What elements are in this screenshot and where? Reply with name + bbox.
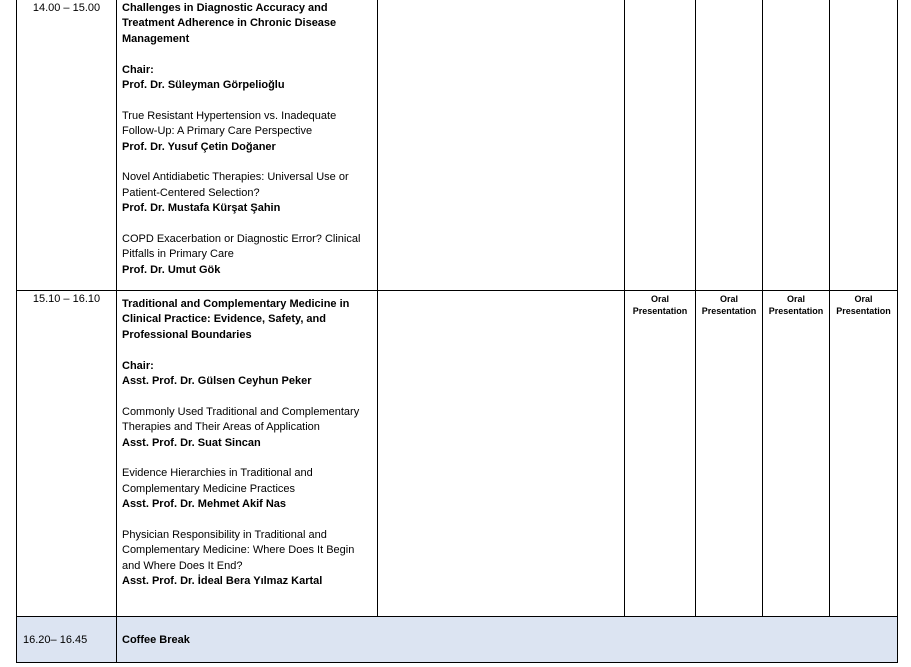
talk-speaker: Prof. Dr. Yusuf Çetin Doğaner: [122, 140, 276, 153]
talk-title: True Resistant Hypertension vs. Inadequate Follow-Up: A Primary Care Perspective: [122, 109, 337, 138]
oral-presentation-label: Oral Presentation: [701, 294, 757, 316]
chair-label: Chair:: [122, 63, 154, 76]
column-divider: [116, 0, 117, 663]
talk-title: Novel Antidiabetic Therapies: Universal Use or Patient-Centered Selection?: [122, 171, 349, 199]
talk-speaker: Asst. Prof. Dr. İdeal Bera Yılmaz Kartal: [122, 575, 323, 588]
talk-speaker: Prof. Dr. Mustafa Kürşat Şahin: [122, 202, 281, 215]
session-block: [122, 1, 372, 278]
chair-name: Asst. Prof. Dr. Gülsen Ceyhun Peker: [122, 375, 312, 388]
column-divider: [829, 0, 830, 617]
column-divider: [762, 0, 763, 617]
session-time: 15.10 – 16.10: [32, 293, 101, 305]
oral-presentation-label: Oral Presentation: [632, 294, 688, 316]
session-block: [122, 297, 372, 590]
chair-label: Chair:: [122, 359, 154, 372]
talk-speaker: Asst. Prof. Dr. Suat Sincan: [122, 436, 261, 449]
table-left-border: [16, 0, 17, 663]
talk-speaker: Asst. Prof. Dr. Mehmet Akif Nas: [122, 498, 287, 511]
talk-speaker: Prof. Dr. Umut Gök: [122, 263, 221, 276]
column-divider: [624, 0, 625, 617]
column-divider: [695, 0, 696, 617]
row-divider: [16, 290, 898, 291]
break-time: 16.20– 16.45: [23, 634, 88, 646]
session-title: Challenges in Diagnostic Accuracy and Treatment Adherence in Chronic Disease Management: [122, 2, 337, 45]
chair-name: Prof. Dr. Süleyman Görpelioğlu: [122, 79, 285, 92]
column-divider: [377, 0, 378, 617]
talk-title: Physician Responsibility in Traditional and Complementary Medicine: Where Does It Begin and Where Does It End?: [122, 529, 355, 572]
talk-title: COPD Exacerbation or Diagnostic Error? Clinical Pitfalls in Primary Care: [122, 233, 361, 261]
oral-presentation-label: Oral Presentation: [836, 294, 891, 316]
table-right-border: [897, 0, 898, 663]
table-bottom-border: [16, 662, 898, 663]
row-divider: [16, 616, 898, 617]
talk-title: Evidence Hierarchies in Traditional and Complementary Medicine Practices: [122, 467, 313, 495]
session-title: Traditional and Complementary Medicine in Clinical Practice: Evidence, Safety, and Professional Boundaries: [122, 298, 350, 341]
oral-presentation-label: Oral Presentation: [768, 294, 824, 316]
break-label: Coffee Break: [122, 634, 190, 646]
talk-title: Commonly Used Traditional and Complementary Therapies and Their Areas of Application: [122, 405, 360, 434]
session-time: 14.00 – 15.00: [32, 2, 101, 14]
